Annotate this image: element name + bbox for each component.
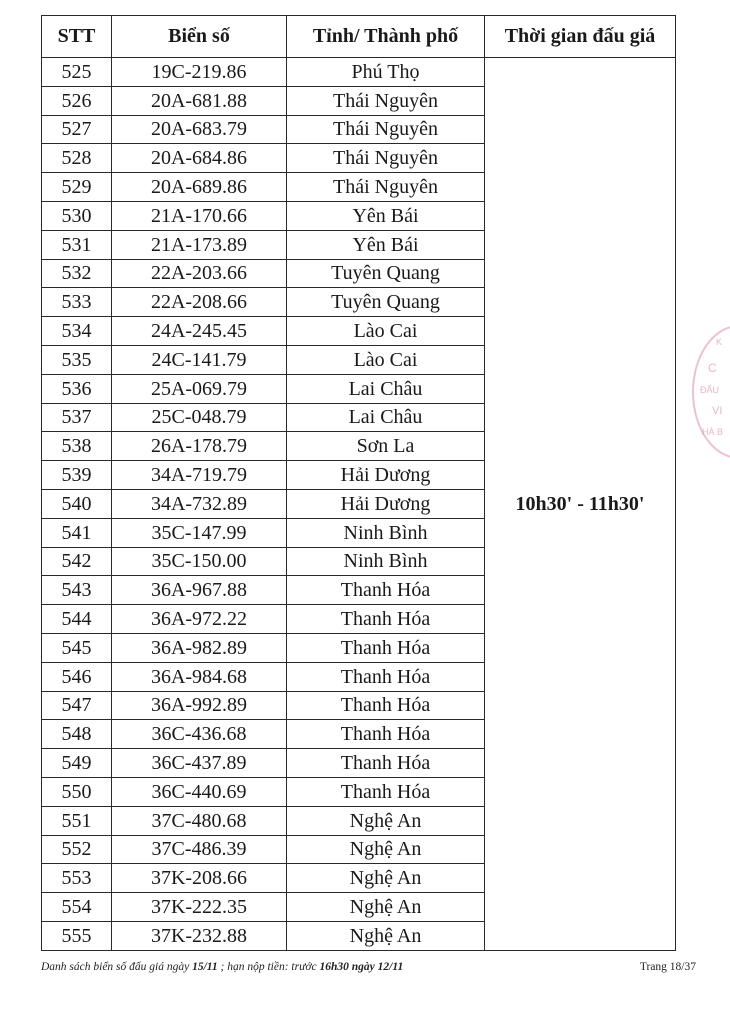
red-seal-stamp	[692, 325, 730, 459]
cell-province: Sơn La	[287, 432, 485, 461]
cell-province: Lào Cai	[287, 317, 485, 346]
cell-stt: 545	[42, 633, 112, 662]
cell-province: Ninh Bình	[287, 518, 485, 547]
cell-province: Thanh Hóa	[287, 749, 485, 778]
cell-plate: 36A-967.88	[112, 576, 287, 605]
cell-auction-time: 10h30' - 11h30'	[485, 58, 676, 951]
cell-plate: 25A-069.79	[112, 374, 287, 403]
cell-province: Hải Dương	[287, 461, 485, 490]
cell-province: Thanh Hóa	[287, 633, 485, 662]
cell-stt: 548	[42, 720, 112, 749]
cell-province: Phú Thọ	[287, 58, 485, 87]
cell-plate: 21A-170.66	[112, 201, 287, 230]
cell-plate: 20A-681.88	[112, 86, 287, 115]
cell-province: Thái Nguyên	[287, 144, 485, 173]
cell-province: Thanh Hóa	[287, 662, 485, 691]
header-province: Tỉnh/ Thành phố	[287, 16, 485, 58]
cell-stt: 546	[42, 662, 112, 691]
cell-stt: 544	[42, 605, 112, 634]
cell-plate: 20A-683.79	[112, 115, 287, 144]
cell-plate: 37K-208.66	[112, 864, 287, 893]
cell-stt: 549	[42, 749, 112, 778]
cell-stt: 538	[42, 432, 112, 461]
cell-province: Tuyên Quang	[287, 259, 485, 288]
cell-plate: 20A-684.86	[112, 144, 287, 173]
cell-stt: 534	[42, 317, 112, 346]
cell-stt: 555	[42, 921, 112, 950]
cell-plate: 35C-147.99	[112, 518, 287, 547]
cell-plate: 24A-245.45	[112, 317, 287, 346]
cell-stt: 536	[42, 374, 112, 403]
footer-deadline: 16h30 ngày 12/11	[319, 961, 404, 973]
cell-province: Hải Dương	[287, 489, 485, 518]
cell-province: Nghệ An	[287, 806, 485, 835]
cell-province: Thanh Hóa	[287, 691, 485, 720]
cell-plate: 26A-178.79	[112, 432, 287, 461]
cell-stt: 553	[42, 864, 112, 893]
cell-stt: 530	[42, 201, 112, 230]
cell-stt: 535	[42, 345, 112, 374]
cell-province: Ninh Bình	[287, 547, 485, 576]
cell-plate: 19C-219.86	[112, 58, 287, 87]
header-time: Thời gian đấu giá	[485, 16, 676, 58]
cell-stt: 550	[42, 777, 112, 806]
cell-stt: 542	[42, 547, 112, 576]
header-plate: Biển số	[112, 16, 287, 58]
cell-province: Yên Bái	[287, 230, 485, 259]
cell-plate: 36A-992.89	[112, 691, 287, 720]
page-number: Trang 18/37	[639, 961, 696, 973]
cell-province: Lai Châu	[287, 374, 485, 403]
cell-stt: 532	[42, 259, 112, 288]
cell-stt: 540	[42, 489, 112, 518]
cell-plate: 36A-984.68	[112, 662, 287, 691]
cell-plate: 36A-972.22	[112, 605, 287, 634]
cell-plate: 37C-486.39	[112, 835, 287, 864]
cell-province: Thanh Hóa	[287, 576, 485, 605]
cell-province: Thanh Hóa	[287, 605, 485, 634]
cell-stt: 526	[42, 86, 112, 115]
cell-stt: 554	[42, 893, 112, 922]
cell-stt: 525	[42, 58, 112, 87]
stamp-fragment-2: C	[708, 361, 717, 375]
footer-middle: ; hạn nộp tiền: trước	[217, 961, 320, 973]
cell-province: Thanh Hóa	[287, 720, 485, 749]
cell-province: Thanh Hóa	[287, 777, 485, 806]
table-row	[42, 58, 676, 87]
cell-plate: 36A-982.89	[112, 633, 287, 662]
cell-province: Thái Nguyên	[287, 115, 485, 144]
cell-plate: 37K-232.88	[112, 921, 287, 950]
cell-plate: 22A-208.66	[112, 288, 287, 317]
cell-stt: 552	[42, 835, 112, 864]
cell-province: Yên Bái	[287, 201, 485, 230]
cell-plate: 34A-719.79	[112, 461, 287, 490]
cell-province: Nghệ An	[287, 864, 485, 893]
cell-plate: 35C-150.00	[112, 547, 287, 576]
stamp-fragment-3: ĐẤU	[700, 385, 720, 395]
cell-stt: 551	[42, 806, 112, 835]
header-stt: STT	[42, 16, 112, 58]
cell-plate: 36C-437.89	[112, 749, 287, 778]
stamp-fragment-5: HÀ B	[702, 427, 724, 437]
stamp-fragment-1: K	[716, 337, 723, 347]
cell-plate: 21A-173.89	[112, 230, 287, 259]
cell-stt: 533	[42, 288, 112, 317]
cell-stt: 547	[42, 691, 112, 720]
cell-province: Lào Cai	[287, 345, 485, 374]
cell-plate: 22A-203.66	[112, 259, 287, 288]
footer-note	[41, 961, 403, 973]
cell-stt: 527	[42, 115, 112, 144]
cell-plate: 20A-689.86	[112, 173, 287, 202]
cell-plate: 36C-440.69	[112, 777, 287, 806]
footer-auction-date: 15/11	[192, 961, 218, 973]
cell-province: Tuyên Quang	[287, 288, 485, 317]
table-header-row	[42, 16, 676, 58]
cell-stt: 541	[42, 518, 112, 547]
cell-plate: 37C-480.68	[112, 806, 287, 835]
cell-plate: 25C-048.79	[112, 403, 287, 432]
plate-auction-table	[41, 15, 676, 951]
cell-plate: 37K-222.35	[112, 893, 287, 922]
cell-stt: 528	[42, 144, 112, 173]
cell-stt: 529	[42, 173, 112, 202]
cell-stt: 543	[42, 576, 112, 605]
cell-province: Nghệ An	[287, 835, 485, 864]
cell-stt: 531	[42, 230, 112, 259]
cell-plate: 34A-732.89	[112, 489, 287, 518]
table-body	[42, 58, 676, 951]
cell-stt: 537	[42, 403, 112, 432]
cell-province: Thái Nguyên	[287, 86, 485, 115]
cell-province: Nghệ An	[287, 893, 485, 922]
cell-province: Thái Nguyên	[287, 173, 485, 202]
cell-province: Nghệ An	[287, 921, 485, 950]
stamp-fragment-4: VI	[712, 405, 723, 417]
cell-province: Lai Châu	[287, 403, 485, 432]
cell-plate: 36C-436.68	[112, 720, 287, 749]
cell-plate: 24C-141.79	[112, 345, 287, 374]
footer-prefix: Danh sách biển số đấu giá ngày	[41, 961, 193, 973]
cell-stt: 539	[42, 461, 112, 490]
